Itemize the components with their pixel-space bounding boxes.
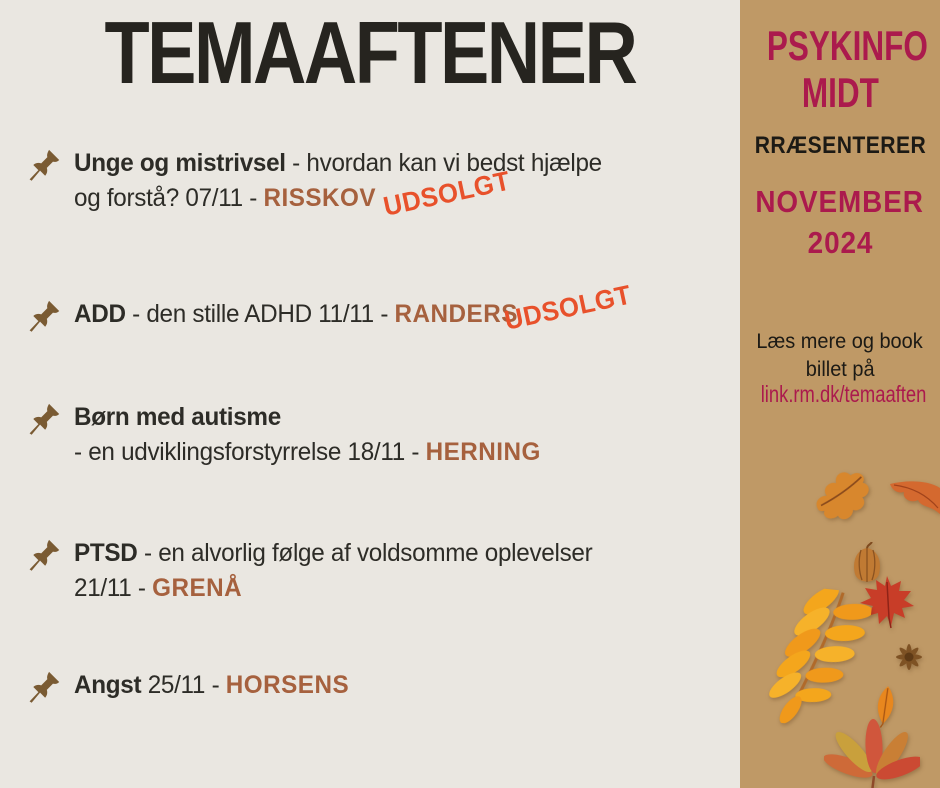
event-text bbox=[74, 536, 701, 606]
soldout-badge: UDSOLGT bbox=[501, 279, 634, 336]
event-item-boern-med-autisme bbox=[74, 400, 720, 470]
month-year: 2024 bbox=[807, 225, 873, 260]
star-anise-icon bbox=[888, 638, 930, 681]
sidebar bbox=[740, 0, 940, 788]
event-date: 21/11 - bbox=[74, 574, 153, 602]
pushpin-icon bbox=[26, 298, 62, 334]
cta-line1: Læs mere og book bbox=[756, 330, 924, 353]
month-name: NOVEMBER bbox=[755, 184, 925, 219]
presents-label: RRÆSENTERER bbox=[754, 132, 926, 159]
pushpin-icon bbox=[26, 401, 62, 437]
event-description: - hvordan kan vi bedst hjælpe bbox=[285, 149, 602, 177]
brand-line1: PSYKINFO bbox=[766, 22, 928, 69]
page-title-text: TEMAAFTENER bbox=[104, 3, 636, 102]
event-city: RISSKOV bbox=[263, 184, 377, 212]
event-city: GRENÅ bbox=[152, 574, 243, 602]
rowan-leaf-icon bbox=[755, 583, 873, 736]
brand-line2: MIDT bbox=[801, 69, 879, 116]
event-city: RANDERS bbox=[394, 300, 518, 328]
pushpin-icon bbox=[26, 147, 62, 183]
event-title: Angst bbox=[74, 671, 142, 699]
event-city: HORSENS bbox=[225, 671, 350, 699]
pushpin-icon bbox=[26, 669, 62, 705]
event-date: og forstå? 07/11 - bbox=[74, 184, 264, 212]
event-title: PTSD bbox=[74, 539, 138, 567]
event-title: Unge og mistrivsel bbox=[74, 149, 286, 177]
event-item-ptsd bbox=[74, 536, 720, 606]
event-description: - en alvorlig følge af voldsomme oplevelser bbox=[137, 539, 593, 567]
event-date: 25/11 - bbox=[141, 671, 226, 699]
brand-logo bbox=[740, 22, 940, 116]
cta-text bbox=[740, 328, 940, 384]
page-title bbox=[0, 2, 740, 104]
oak-leaf-icon bbox=[806, 461, 881, 535]
event-description: - en udviklingsforstyrrelse 18/11 - bbox=[74, 438, 426, 466]
event-city: HERNING bbox=[425, 438, 541, 466]
five-lobe-leaf-icon bbox=[824, 718, 920, 788]
event-text bbox=[74, 400, 701, 470]
month-label bbox=[740, 181, 940, 263]
event-item-angst bbox=[74, 668, 720, 703]
event-description: - den stille ADHD 11/11 - bbox=[125, 300, 395, 328]
event-title: Børn med autisme bbox=[74, 403, 281, 431]
booking-link[interactable]: link.rm.dk/temaaften bbox=[760, 381, 927, 407]
event-title: ADD bbox=[74, 300, 126, 328]
pushpin-icon bbox=[26, 537, 62, 573]
red-leaf-edge-icon bbox=[888, 478, 940, 523]
soldout-badge: UDSOLGT bbox=[380, 165, 513, 222]
cta-line2: billet på bbox=[805, 358, 875, 381]
event-text bbox=[74, 668, 701, 703]
